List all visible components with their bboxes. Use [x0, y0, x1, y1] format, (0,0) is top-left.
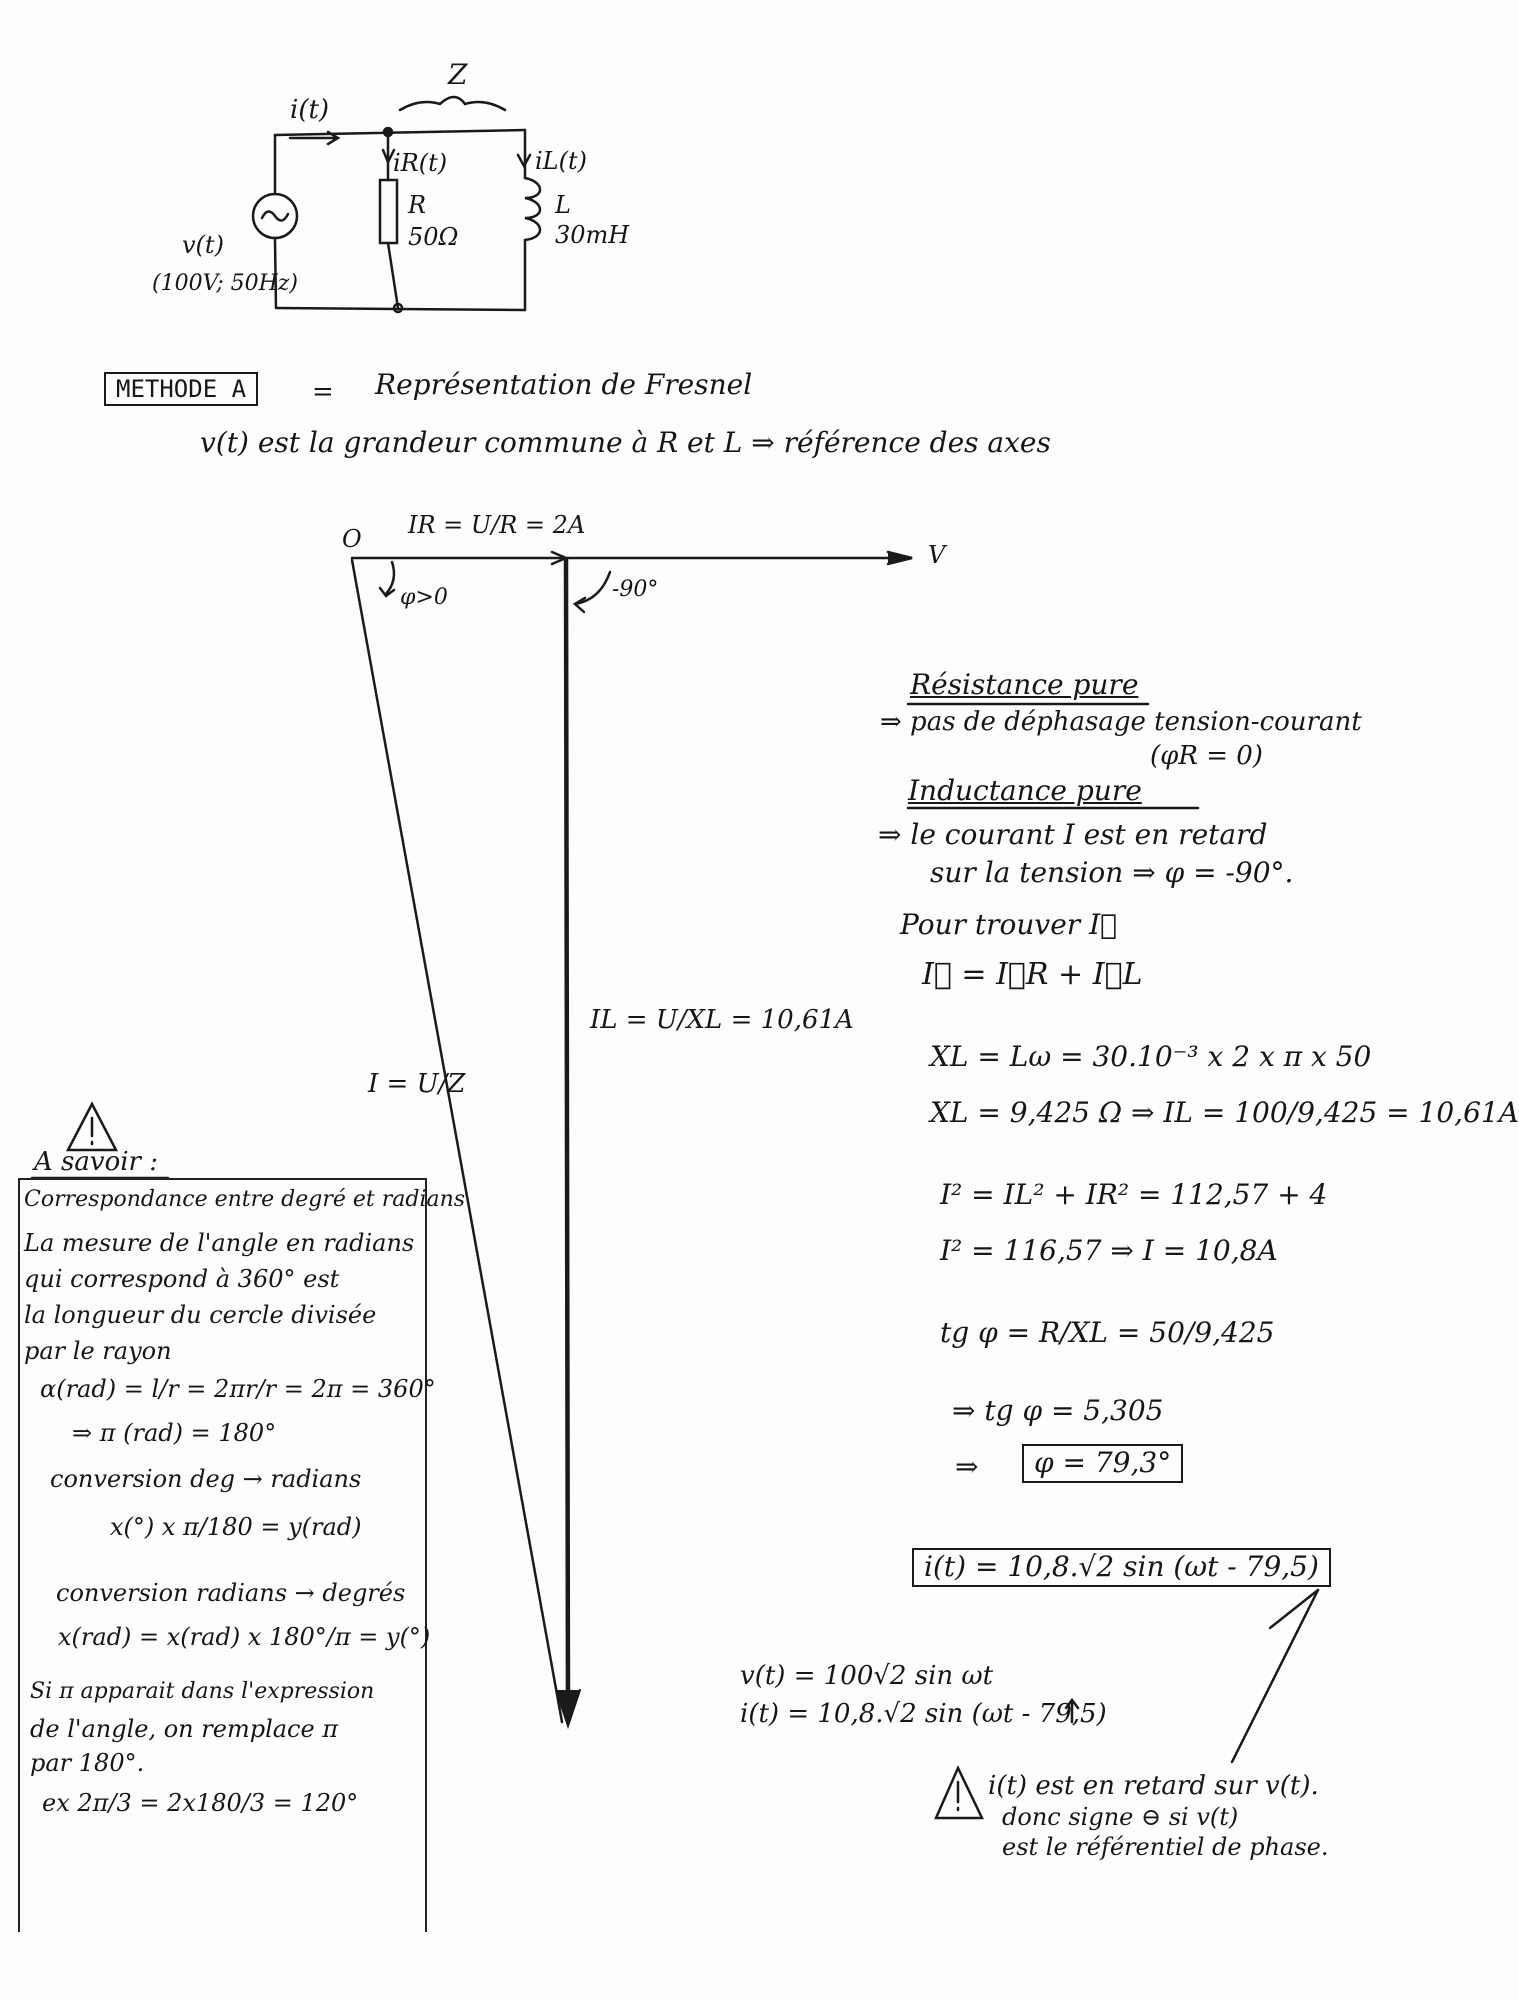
res-line-1: ⇒ pas de déphasage tension-courant: [880, 707, 1362, 737]
ir-label: iR(t): [393, 149, 448, 177]
v-spec: (100V; 50Hz): [152, 271, 299, 296]
savoir-line-2: La mesure de l'angle en radians: [24, 1229, 415, 1257]
vector-sum: I⃗ = I⃗R + I⃗L: [922, 957, 1143, 992]
resistor-icon: [380, 180, 397, 243]
savoir-line-4: la longueur du cercle divisée: [24, 1301, 377, 1329]
i-equation: I = U/Z: [368, 1069, 466, 1099]
savoir-title: A savoir :: [34, 1147, 158, 1177]
phi-result-box: φ = 79,3°: [1022, 1444, 1183, 1483]
inductor-icon: [525, 178, 540, 240]
it-expression: i(t) = 10,8.√2 sin (ωt - 79,5): [740, 1699, 1107, 1729]
savoir-line-14: par 180°.: [30, 1749, 145, 1777]
v-axis-label: V: [928, 541, 946, 569]
savoir-line-10: conversion radians → degrés: [56, 1579, 406, 1607]
r-name: R: [408, 191, 427, 219]
phi-arrow: ⇒: [955, 1450, 979, 1483]
method-box: METHODE A: [104, 372, 258, 406]
savoir-line-11: x(rad) = x(rad) x 180°/π = y(°): [58, 1623, 431, 1651]
ir-equation: IR = U/R = 2A: [408, 511, 586, 539]
phi-angle-arc: [386, 562, 394, 594]
savoir-line-13: de l'angle, on remplace π: [30, 1715, 339, 1743]
res-title: Résistance pure: [910, 668, 1139, 701]
savoir-line-15: ex 2π/3 = 2x180/3 = 120°: [42, 1789, 359, 1817]
i2-line-1: I² = IL² + IR² = 112,57 + 4: [940, 1178, 1328, 1211]
warn-line-1: i(t) est en retard sur v(t).: [988, 1771, 1319, 1801]
i-label: i(t): [290, 95, 330, 125]
z-label: Z: [448, 58, 468, 91]
it-result-box: i(t) = 10,8.√2 sin (ωt - 79,5): [912, 1548, 1331, 1587]
xl-line-2: XL = 9,425 Ω ⇒ IL = 100/9,425 = 10,61A: [930, 1096, 1519, 1129]
warn-line-2: donc signe ⊖ si v(t): [1002, 1803, 1239, 1831]
method-line: v(t) est la grandeur commune à R et L ⇒ référence des axes: [200, 426, 1051, 459]
method-title: Représentation de Fresnel: [375, 368, 753, 401]
origin-label: O: [342, 525, 362, 553]
il-label: iL(t): [535, 147, 587, 175]
r-value: 50Ω: [408, 223, 459, 251]
il-equation: IL = U/XL = 10,61A: [590, 1005, 854, 1035]
l-name: L: [555, 191, 571, 219]
tg-line-2: ⇒ tg φ = 5,305: [952, 1394, 1164, 1427]
find-i-line: Pour trouver I⃗: [900, 908, 1117, 941]
minus90-arc: [575, 572, 610, 604]
l-value: 30mH: [555, 221, 630, 249]
xl-line-1: XL = Lω = 30.10⁻³ x 2 x π x 50: [930, 1040, 1372, 1073]
minus90-label: -90°: [612, 577, 659, 602]
il-vector: [566, 560, 568, 1720]
ind-title: Inductance pure: [908, 774, 1142, 807]
savoir-line-7: ⇒ π (rad) = 180°: [72, 1419, 277, 1447]
pointer-line-1: [1232, 1590, 1318, 1762]
pointer-line-2: [1270, 1590, 1318, 1628]
tg-line-1: tg φ = R/XL = 50/9,425: [940, 1316, 1275, 1349]
ind-line-1: ⇒ le courant I est en retard: [878, 818, 1268, 851]
savoir-line-5: par le rayon: [24, 1337, 172, 1365]
savoir-line-9: x(°) x π/180 = y(rad): [110, 1513, 362, 1541]
phi-positive-label: φ>0: [400, 585, 448, 610]
savoir-line-8: conversion deg → radians: [50, 1465, 362, 1493]
z-brace-icon: [400, 97, 505, 110]
savoir-line-12: Si π apparait dans l'expression: [30, 1679, 375, 1704]
circuit-wire-top: [275, 130, 525, 135]
method-equals: =: [312, 377, 334, 407]
savoir-line-6: α(rad) = l/r = 2πr/r = 2π = 360°: [40, 1375, 436, 1403]
i2-line-2: I² = 116,57 ⇒ I = 10,8A: [940, 1234, 1278, 1267]
warn-line-3: est le référentiel de phase.: [1002, 1833, 1329, 1861]
vt-expression: v(t) = 100√2 sin ωt: [740, 1661, 994, 1691]
ind-line-2: sur la tension ⇒ φ = -90°.: [930, 856, 1294, 889]
res-line-2: (φR = 0): [1150, 741, 1263, 771]
savoir-line-3: qui correspond à 360° est: [24, 1265, 340, 1293]
v-label: v(t): [182, 231, 224, 259]
savoir-line-1: Correspondance entre degré et radians: [24, 1187, 466, 1212]
